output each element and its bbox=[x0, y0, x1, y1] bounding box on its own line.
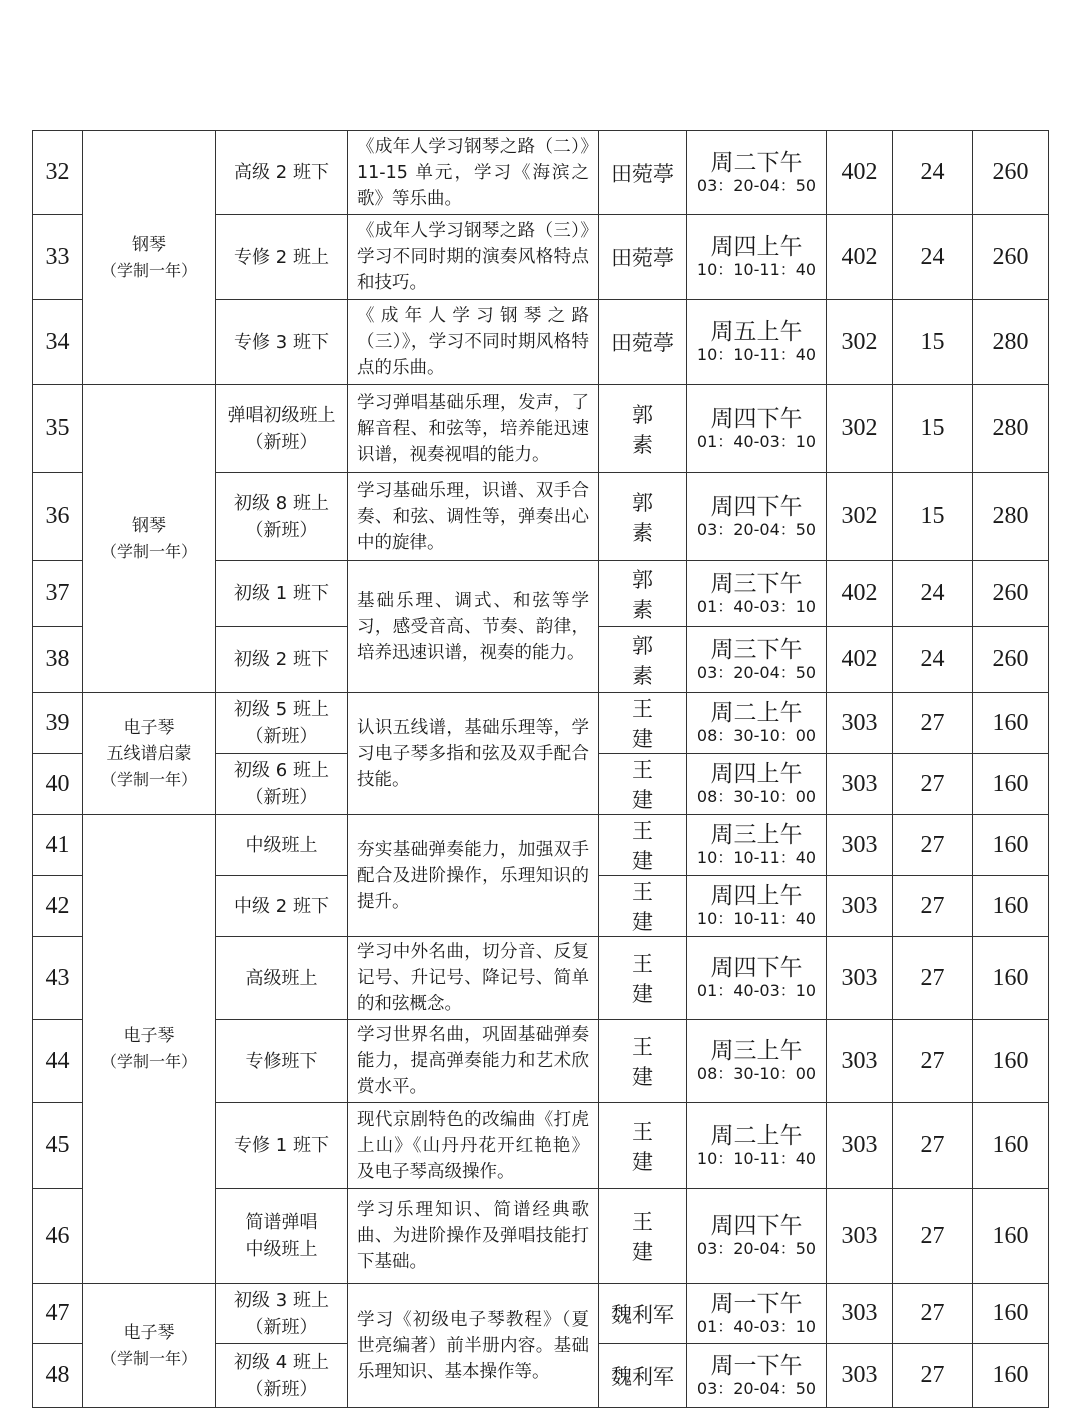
class-description: 《成年人学习钢琴之路（三）》，学习不同时期风格特点的乐曲。 bbox=[348, 300, 599, 385]
table-row bbox=[33, 385, 1049, 473]
class-description: 学习世界名曲，巩固基础弹奏能力，提高弹奏能力和艺术欣赏水平。 bbox=[348, 1020, 599, 1103]
class-name: 初级 1 班下 bbox=[216, 561, 348, 627]
capacity: 27 bbox=[893, 1284, 973, 1344]
schedule-time: 01：40-03：10 bbox=[696, 596, 817, 616]
row-number: 48 bbox=[33, 1344, 83, 1408]
row-number: 33 bbox=[33, 215, 83, 300]
fee: 260 bbox=[973, 215, 1049, 300]
class-name: 中级 2 班下 bbox=[216, 876, 348, 937]
course-name: 电子琴 bbox=[123, 1026, 175, 1046]
capacity: 27 bbox=[893, 1189, 973, 1284]
capacity: 15 bbox=[893, 473, 973, 561]
schedule-cell bbox=[687, 473, 827, 561]
teacher-name: 王建 bbox=[599, 1020, 687, 1103]
schedule-time: 08：30-10：00 bbox=[696, 787, 817, 806]
teacher-name: 王建 bbox=[599, 876, 687, 937]
teacher-name: 田菀葶 bbox=[599, 300, 687, 385]
fee: 260 bbox=[973, 627, 1049, 693]
schedule-time: 01：40-03：10 bbox=[696, 1316, 817, 1336]
schedule-cell bbox=[687, 754, 827, 815]
class-description: 学习中外名曲，切分音、反复记号、升记号、降记号、简单的和弦概念。 bbox=[348, 937, 599, 1020]
fee: 260 bbox=[973, 561, 1049, 627]
schedule-cell bbox=[687, 937, 827, 1020]
class-name: 初级 8 班上 （新班） bbox=[216, 473, 348, 561]
teacher-name: 郭素 bbox=[599, 627, 687, 693]
row-number: 32 bbox=[33, 131, 83, 215]
course-name-line2: 五线谱启蒙 bbox=[106, 743, 192, 764]
course-name-cell bbox=[83, 385, 216, 693]
capacity: 27 bbox=[893, 754, 973, 815]
row-number: 44 bbox=[33, 1020, 83, 1103]
capacity: 27 bbox=[893, 815, 973, 876]
class-name: 中级班上 bbox=[216, 815, 348, 876]
class-name: 专修班下 bbox=[216, 1020, 348, 1103]
class-name: 专修 3 班下 bbox=[216, 300, 348, 385]
class-name: 初级 3 班上 （新班） bbox=[216, 1284, 348, 1344]
capacity: 27 bbox=[893, 693, 973, 754]
schedule-cell bbox=[687, 876, 827, 937]
fee: 160 bbox=[973, 1344, 1049, 1408]
class-description: 学习弹唱基础乐理，发声，了解音程、和弦等，培养能迅速识谱，视奏视唱的能力。 bbox=[348, 385, 599, 473]
row-number: 36 bbox=[33, 473, 83, 561]
teacher-name: 王建 bbox=[599, 815, 687, 876]
room-number: 303 bbox=[827, 693, 893, 754]
room-number: 303 bbox=[827, 876, 893, 937]
capacity: 27 bbox=[893, 876, 973, 937]
schedule-cell bbox=[687, 561, 827, 627]
table-row bbox=[33, 815, 1049, 876]
row-number: 39 bbox=[33, 693, 83, 754]
row-number: 42 bbox=[33, 876, 83, 937]
fee: 280 bbox=[973, 473, 1049, 561]
teacher-name: 郭素 bbox=[599, 561, 687, 627]
schedule-cell bbox=[687, 1189, 827, 1284]
capacity: 24 bbox=[893, 215, 973, 300]
schedule-day: 周二上午 bbox=[710, 1122, 803, 1149]
schedule-cell bbox=[687, 215, 827, 300]
class-name: 专修 2 班上 bbox=[216, 215, 348, 300]
schedule-day: 周四下午 bbox=[710, 955, 803, 981]
teacher-name: 田菀葶 bbox=[599, 215, 687, 300]
teacher-name: 郭素 bbox=[599, 385, 687, 473]
schedule-cell bbox=[687, 131, 827, 215]
room-number: 303 bbox=[827, 937, 893, 1020]
fee: 160 bbox=[973, 1020, 1049, 1103]
schedule-day: 周二上午 bbox=[710, 700, 803, 726]
table-row bbox=[33, 131, 1049, 215]
room-number: 402 bbox=[827, 561, 893, 627]
row-number: 43 bbox=[33, 937, 83, 1020]
fee: 280 bbox=[973, 300, 1049, 385]
fee: 160 bbox=[973, 1284, 1049, 1344]
room-number: 302 bbox=[827, 300, 893, 385]
capacity: 27 bbox=[893, 1344, 973, 1408]
class-name: 初级 2 班下 bbox=[216, 627, 348, 693]
schedule-time: 10：10-11：40 bbox=[696, 909, 817, 928]
schedule-time: 01：40-03：10 bbox=[696, 431, 817, 451]
row-number: 34 bbox=[33, 300, 83, 385]
teacher-name: 王建 bbox=[599, 1103, 687, 1189]
course-name: 电子琴 bbox=[123, 717, 175, 738]
course-name: 电子琴 bbox=[123, 1322, 175, 1343]
class-description: 学习基础乐理，识谱、双手合奏、和弦、调性等，弹奏出心中的旋律。 bbox=[348, 473, 599, 561]
fee: 160 bbox=[973, 815, 1049, 876]
class-description: 基础乐理、调式、和弦等学习，感受音高、节奏、韵律，培养迅速识谱，视奏的能力。 bbox=[348, 561, 599, 693]
class-name: 初级 6 班上 （新班） bbox=[216, 754, 348, 815]
schedule-day: 周三上午 bbox=[710, 1038, 803, 1064]
teacher-name: 田菀葶 bbox=[599, 131, 687, 215]
fee: 160 bbox=[973, 876, 1049, 937]
class-description: 学习乐理知识、简谱经典歌曲、为进阶操作及弹唱技能打下基础。 bbox=[348, 1189, 599, 1284]
schedule-day: 周四上午 bbox=[710, 234, 803, 260]
schedule-cell bbox=[687, 1284, 827, 1344]
schedule-time: 01：40-03：10 bbox=[696, 981, 817, 1000]
row-number: 38 bbox=[33, 627, 83, 693]
room-number: 302 bbox=[827, 385, 893, 473]
course-name-cell bbox=[83, 1284, 216, 1408]
room-number: 402 bbox=[827, 131, 893, 215]
course-name: 钢琴 bbox=[132, 515, 166, 536]
schedule-time: 10：10-11：40 bbox=[696, 345, 817, 364]
class-name: 初级 4 班上 （新班） bbox=[216, 1344, 348, 1408]
schedule-day: 周四上午 bbox=[710, 883, 803, 909]
schedule-cell bbox=[687, 1020, 827, 1103]
capacity: 27 bbox=[893, 937, 973, 1020]
capacity: 27 bbox=[893, 1020, 973, 1103]
class-name: 高级班上 bbox=[216, 937, 348, 1020]
capacity: 24 bbox=[893, 131, 973, 215]
schedule-cell bbox=[687, 627, 827, 693]
schedule-time: 10：10-11：40 bbox=[696, 260, 817, 279]
table-row bbox=[33, 693, 1049, 754]
room-number: 302 bbox=[827, 473, 893, 561]
course-duration: （学制一年） bbox=[100, 260, 197, 280]
course-schedule-table bbox=[32, 130, 1049, 1408]
course-name-cell bbox=[83, 815, 216, 1284]
row-number: 35 bbox=[33, 385, 83, 473]
schedule-cell bbox=[687, 385, 827, 473]
schedule-day: 周五上午 bbox=[710, 319, 803, 345]
table-row bbox=[33, 1284, 1049, 1344]
fee: 160 bbox=[973, 1103, 1049, 1189]
teacher-name: 王建 bbox=[599, 693, 687, 754]
row-number: 37 bbox=[33, 561, 83, 627]
schedule-day: 周三下午 bbox=[710, 570, 803, 597]
schedule-day: 周四上午 bbox=[710, 761, 803, 787]
teacher-name: 王建 bbox=[599, 754, 687, 815]
class-description: 《成年人学习钢琴之路（三）》学习不同时期的演奏风格特点和技巧。 bbox=[348, 215, 599, 300]
schedule-time: 03：20-04：50 bbox=[696, 519, 817, 539]
capacity: 27 bbox=[893, 1103, 973, 1189]
capacity: 24 bbox=[893, 627, 973, 693]
schedule-time: 03：20-04：50 bbox=[696, 1239, 817, 1258]
room-number: 402 bbox=[827, 215, 893, 300]
class-description: 夯实基础弹奏能力，加强双手配合及进阶操作，乐理知识的提升。 bbox=[348, 815, 599, 937]
course-duration: （学制一年） bbox=[100, 769, 197, 789]
course-name-cell bbox=[83, 131, 216, 385]
capacity: 15 bbox=[893, 300, 973, 385]
schedule-day: 周四下午 bbox=[710, 1213, 803, 1239]
class-name: 初级 5 班上 （新班） bbox=[216, 693, 348, 754]
schedule-day: 周二下午 bbox=[710, 149, 803, 176]
course-name: 钢琴 bbox=[132, 234, 166, 255]
schedule-day: 周三下午 bbox=[710, 636, 803, 663]
schedule-day: 周一下午 bbox=[710, 1290, 803, 1317]
row-number: 46 bbox=[33, 1189, 83, 1284]
schedule-day: 周三上午 bbox=[710, 822, 803, 848]
row-number: 45 bbox=[33, 1103, 83, 1189]
fee: 160 bbox=[973, 937, 1049, 1020]
class-name: 弹唱初级班上 （新班） bbox=[216, 385, 348, 473]
teacher-name: 魏利军 bbox=[599, 1344, 687, 1408]
schedule-time: 10：10-11：40 bbox=[696, 848, 817, 867]
fee: 260 bbox=[973, 131, 1049, 215]
room-number: 303 bbox=[827, 754, 893, 815]
schedule-time: 08：30-10：00 bbox=[696, 1064, 817, 1083]
class-description: 现代京剧特色的改编曲《打虎上山》《山丹丹花开红艳艳》及电子琴高级操作。 bbox=[348, 1103, 599, 1189]
teacher-name: 王建 bbox=[599, 1189, 687, 1284]
room-number: 303 bbox=[827, 1020, 893, 1103]
schedule-day: 周一下午 bbox=[710, 1352, 803, 1379]
room-number: 402 bbox=[827, 627, 893, 693]
course-duration: （学制一年） bbox=[100, 1348, 197, 1368]
fee: 160 bbox=[973, 693, 1049, 754]
room-number: 303 bbox=[827, 1103, 893, 1189]
schedule-time: 08：30-10：00 bbox=[696, 726, 817, 745]
course-duration: （学制一年） bbox=[100, 1052, 197, 1071]
schedule-cell bbox=[687, 815, 827, 876]
schedule-time: 03：20-04：50 bbox=[696, 175, 817, 195]
schedule-cell bbox=[687, 300, 827, 385]
class-name: 高级 2 班下 bbox=[216, 131, 348, 215]
schedule-time: 03：20-04：50 bbox=[696, 662, 817, 682]
room-number: 303 bbox=[827, 1189, 893, 1284]
fee: 160 bbox=[973, 754, 1049, 815]
room-number: 303 bbox=[827, 815, 893, 876]
teacher-name: 王建 bbox=[599, 937, 687, 1020]
room-number: 303 bbox=[827, 1284, 893, 1344]
schedule-cell bbox=[687, 1344, 827, 1408]
schedule-cell bbox=[687, 693, 827, 754]
schedule-cell bbox=[687, 1103, 827, 1189]
schedule-time: 03：20-04：50 bbox=[696, 1378, 817, 1398]
class-description: 认识五线谱，基础乐理等，学习电子琴多指和弦及双手配合技能。 bbox=[348, 693, 599, 815]
fee: 160 bbox=[973, 1189, 1049, 1284]
course-name-cell bbox=[83, 693, 216, 815]
capacity: 15 bbox=[893, 385, 973, 473]
class-name: 简谱弹唱 中级班上 bbox=[216, 1189, 348, 1284]
class-name: 专修 1 班下 bbox=[216, 1103, 348, 1189]
course-duration: （学制一年） bbox=[100, 541, 197, 561]
teacher-name: 魏利军 bbox=[599, 1284, 687, 1344]
schedule-time: 10：10-11：40 bbox=[696, 1148, 817, 1168]
room-number: 303 bbox=[827, 1344, 893, 1408]
schedule-day: 周四下午 bbox=[710, 405, 803, 432]
schedule-day: 周四下午 bbox=[710, 493, 803, 520]
teacher-name: 郭素 bbox=[599, 473, 687, 561]
class-description: 学习《初级电子琴教程》（夏世亮编著）前半册内容。基础乐理知识、基本操作等。 bbox=[348, 1284, 599, 1408]
class-description: 《成年人学习钢琴之路（二）》11-15 单元，学习《海滨之歌》等乐曲。 bbox=[348, 131, 599, 215]
row-number: 47 bbox=[33, 1284, 83, 1344]
capacity: 24 bbox=[893, 561, 973, 627]
fee: 280 bbox=[973, 385, 1049, 473]
row-number: 41 bbox=[33, 815, 83, 876]
row-number: 40 bbox=[33, 754, 83, 815]
